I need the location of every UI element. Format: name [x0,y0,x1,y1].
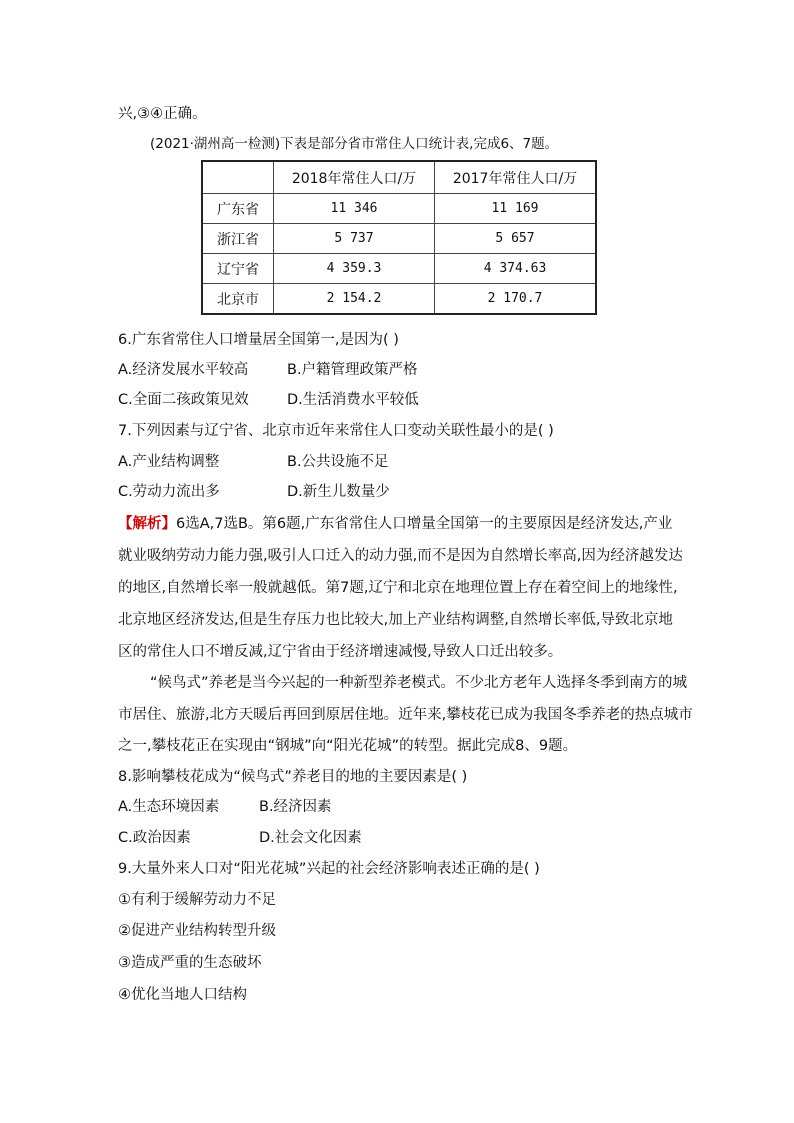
table-header-2017: 2017年常住人口/万 [435,161,597,194]
table-cell-2018: 11 346 [274,194,435,224]
table-cell-2018: 2 154.2 [274,284,435,315]
question-8-option-d: D.社会文化因素 [259,830,362,846]
table-cell-2017: 4 374.63 [435,254,597,284]
population-table [201,160,597,315]
passage-line: 市居住、旅游,北方天暖后再回到原居住地。近年来,攀枝花已成为我国冬季养老的热点城市 [118,707,693,723]
question-8-option-a: A.生态环境因素 [118,799,220,815]
analysis-line: 就业吸纳劳动力能力强,吸引人口迁入的动力强,而不是因为自然增长率高,因为经济越发达 [118,548,683,564]
analysis-line: 的地区,自然增长率一般就越低。第7题,辽宁和北京在地理位置上存在着空间上的地缘性, [118,580,678,596]
question-8-option-b: B.经济因素 [259,799,332,815]
table-row [202,224,596,254]
table-cell-2018: 4 359.3 [274,254,435,284]
table-cell-2017: 11 169 [435,194,597,224]
question-6-option-b: B.户籍管理政策严格 [287,362,418,378]
analysis-tag: 【解析】 [118,516,176,532]
question-7-option-c: C.劳动力流出多 [118,484,220,500]
question-9-item: ④优化当地人口结构 [118,987,247,1003]
question-8-stem: 8.影响攀枝花成为“候鸟式”养老目的地的主要因素是( ) [118,769,468,785]
question-9-item: ②促进产业结构转型升级 [118,923,276,939]
question-6-option-c: C.全面二孩政策见效 [118,392,249,408]
passage-line: 之一,攀枝花正在实现由“钢城”向“阳光花城”的转型。据此完成8、9题。 [118,738,578,754]
question-7-option-d: D.新生儿数量少 [287,484,390,500]
table-cell-region: 浙江省 [202,224,274,254]
question-7-option-b: B.公共设施不足 [287,454,389,470]
question-9-stem: 9.大量外来人口对“阳光花城”兴起的社会经济影响表述正确的是( ) [118,861,540,877]
analysis-line: 区的常住人口不增反减,辽宁省由于经济增速减慢,导致人口迁出较多。 [118,644,563,660]
question-6-stem: 6.广东省常住人口增量居全国第一,是因为( ) [118,332,399,348]
question-8-option-c: C.政治因素 [118,830,191,846]
question-7-option-a: A.产业结构调整 [118,454,220,470]
question-9-item: ①有利于缓解劳动力不足 [118,892,276,908]
table-header-row [202,161,596,194]
table-cell-region: 辽宁省 [202,254,274,284]
analysis-line: 北京地区经济发达,但是生存压力也比较大,加上产业结构调整,自然增长率低,导致北京地 [118,612,673,628]
table-cell-2017: 2 170.7 [435,284,597,315]
intro-line: 兴,③④正确。 [118,106,207,122]
table-cell-2018: 5 737 [274,224,435,254]
table-cell-2017: 5 657 [435,224,597,254]
table-cell-region: 北京市 [202,284,274,315]
question-7-stem: 7.下列因素与辽宁省、北京市近年来常住人口变动关联性最小的是( ) [118,423,554,439]
table-row [202,284,596,315]
table-cell-region: 广东省 [202,194,274,224]
question-6-option-d: D.生活消费水平较低 [287,392,419,408]
source-line: (2021·湖州高一检测)下表是部分省市常住人口统计表,完成6、7题。 [150,136,559,152]
table-header-2018: 2018年常住人口/万 [274,161,435,194]
table-row [202,194,596,224]
analysis-text: 6选A,7选B。第6题,广东省常住人口增量全国第一的主要原因是经济发达,产业 [176,516,673,532]
question-9-item: ③造成严重的生态破坏 [118,955,262,971]
passage-line: “候鸟式”养老是当今兴起的一种新型养老模式。不少北方老年人选择冬季到南方的城 [150,675,688,691]
analysis-line [118,514,672,534]
table-row [202,254,596,284]
table-header-corner [202,161,274,194]
question-6-option-a: A.经济发展水平较高 [118,362,249,378]
